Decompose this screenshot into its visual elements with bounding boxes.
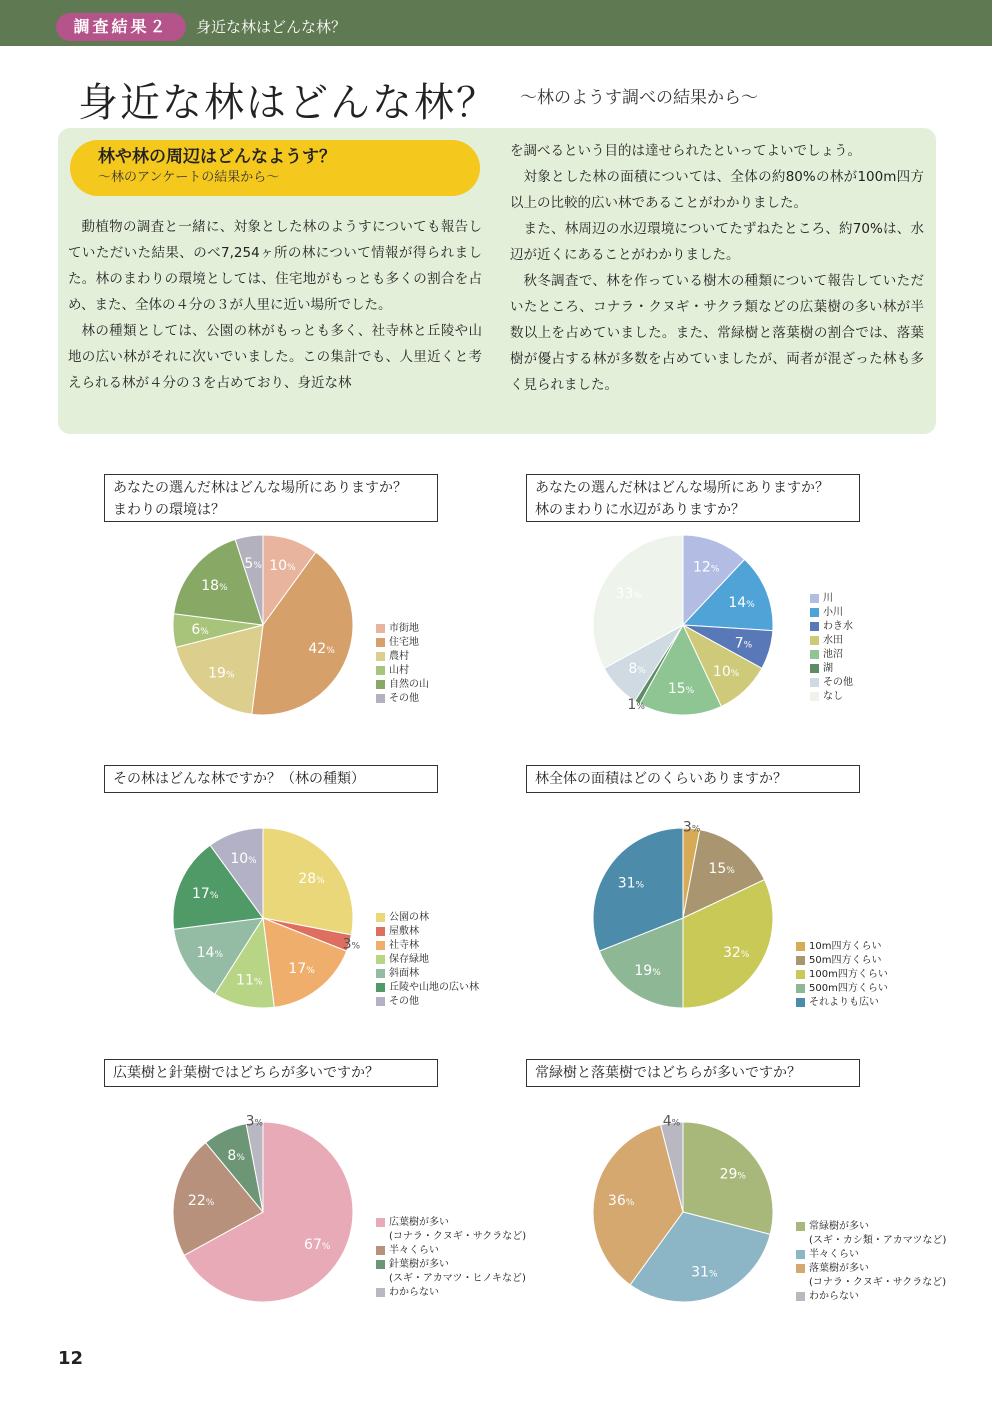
legend-item — [796, 1262, 946, 1290]
legend-item — [376, 1258, 526, 1286]
legend-swatch — [376, 997, 385, 1006]
pie-value-label: 67% — [304, 1237, 331, 1254]
pie-value-label: 33% — [615, 585, 642, 602]
legend-label: 常緑樹が多い (スギ・カシ類・アカマツなど) — [809, 1221, 947, 1246]
chart-legend — [796, 1220, 946, 1304]
legend-item — [796, 1220, 946, 1248]
legend-item — [376, 622, 429, 636]
pie-value-label: 31% — [691, 1264, 718, 1281]
legend-item — [810, 606, 853, 620]
legend-label: 池沼 — [823, 649, 843, 660]
pie-value-label: 12% — [692, 559, 720, 576]
legend-label: 針葉樹が多い (スギ・アカマツ・ヒノキなど) — [389, 1259, 526, 1284]
legend-item — [796, 954, 888, 968]
legend-label: 100m四方くらい — [809, 969, 888, 980]
legend-swatch — [796, 1292, 805, 1301]
legend-label: 水田 — [823, 635, 843, 646]
legend-item — [810, 592, 853, 606]
legend-label: 山村 — [389, 665, 409, 676]
pie-value-label: 17% — [288, 960, 315, 977]
pie-value-label: 17% — [191, 885, 219, 902]
legend-item — [810, 634, 853, 648]
legend-swatch — [376, 1218, 385, 1227]
legend-label: 500m四方くらい — [809, 983, 888, 994]
pie-value-label: 5% — [244, 555, 262, 572]
legend-item — [796, 996, 888, 1010]
chart-legend — [810, 592, 853, 704]
pie-value-label: 32% — [722, 944, 750, 961]
header-title: 身近な林はどんな林？ — [196, 18, 347, 36]
legend-swatch — [376, 694, 385, 703]
legend-label: 小川 — [823, 607, 843, 618]
paragraph: 動植物の調査と一緒に、対象とした林のようすについても報告していただいた結果、のべ7,254ヶ所の林について情報が得られました。林のまわりの環境としては、住宅地がもっとも多くの割合を占め、また、全体の４分の３が人里に近い場所でした。 — [68, 219, 482, 313]
paragraph: 秋冬調査で、林を作っている樹木の種類について報告していただいたところ、コナラ・クヌギ・サクラ類などの広葉樹の多い林が半数以上を占めていました。また、常緑樹と落葉樹の割合では、落葉樹が優占する林が多数を占めていましたが、両者が混ざった林も多く見られました。 — [510, 273, 924, 393]
legend-swatch — [810, 650, 819, 659]
legend-swatch — [810, 678, 819, 687]
legend-swatch — [796, 1264, 805, 1273]
pie-chart — [167, 529, 359, 721]
legend-label: 農村 — [389, 651, 409, 662]
paragraph: 対象とした林の面積については、全体の約80%の林が100m四方以上の比較的広い林であることがわかりました。 — [510, 169, 924, 211]
legend-swatch — [810, 636, 819, 645]
pie-value-label: 29% — [719, 1166, 746, 1183]
legend-swatch — [796, 998, 805, 1007]
pie-chart — [587, 529, 779, 721]
legend-item — [376, 1244, 526, 1258]
legend-label: 落葉樹が多い (コナラ・クヌギ・サクラなど) — [809, 1263, 947, 1288]
legend-label: 斜面林 — [389, 968, 419, 979]
chart-question: あなたの選んだ林はどんな場所にありますか？ 林のまわりに水辺がありますか？ — [526, 474, 860, 522]
pie-value-label: 8% — [227, 1147, 245, 1164]
legend-swatch — [376, 913, 385, 922]
legend-swatch — [376, 941, 385, 950]
legend-label: 保存緑地 — [389, 954, 429, 965]
legend-swatch — [376, 1260, 385, 1269]
pie-value-label: 10% — [712, 663, 740, 680]
summary-column-left — [68, 214, 482, 396]
legend-swatch — [810, 622, 819, 631]
chart-legend — [376, 911, 479, 1009]
summary-column-right — [510, 138, 924, 398]
legend-item — [810, 620, 853, 634]
legend-item — [810, 676, 853, 690]
legend-label: その他 — [823, 677, 853, 688]
section-badge: 調査結果２ — [56, 13, 186, 41]
paragraph: 林の種類としては、公園の林がもっとも多く、社寺林と丘陵や山地の広い林がそれに次いでいました。この集計でも、人里近くと考えられる林が４分の３を占めており、身近な林 — [68, 323, 482, 391]
pie-value-label: 18% — [201, 577, 228, 594]
legend-swatch — [376, 969, 385, 978]
legend-swatch — [810, 608, 819, 617]
legend-label: 10m四方くらい — [809, 941, 882, 952]
legend-swatch — [810, 664, 819, 673]
legend-item — [376, 967, 479, 981]
pie-value-label: 7% — [734, 635, 753, 652]
legend-label: 広葉樹が多い (コナラ・クヌギ・サクラなど) — [389, 1217, 527, 1242]
legend-swatch — [376, 680, 385, 689]
pie-value-label: 15% — [667, 680, 695, 697]
legend-swatch — [810, 594, 819, 603]
legend-item — [376, 953, 479, 967]
legend-item — [796, 940, 888, 954]
chart-legend — [796, 940, 888, 1010]
legend-label: 市街地 — [389, 623, 419, 634]
pie-value-label: 8% — [628, 661, 646, 678]
legend-item — [376, 1216, 526, 1244]
chart-question: あなたの選んだ林はどんな場所にありますか？ まわりの環境は？ — [104, 474, 438, 522]
legend-item — [810, 662, 853, 676]
pie-value-label: 3% — [342, 936, 361, 953]
legend-label: わからない — [809, 1291, 859, 1302]
chart-question: 林全体の面積はどのくらいありますか？ — [526, 765, 860, 793]
legend-label: わき水 — [823, 621, 853, 632]
legend-swatch — [376, 624, 385, 633]
legend-label: わからない — [389, 1287, 439, 1298]
legend-swatch — [376, 1246, 385, 1255]
chart-question: 常緑樹と落葉樹ではどちらが多いですか？ — [526, 1059, 860, 1087]
pie-value-label: 4% — [662, 1113, 681, 1130]
top-bar — [0, 0, 992, 46]
legend-swatch — [376, 983, 385, 992]
legend-label: 丘陵や山地の広い林 — [389, 982, 479, 993]
pie-value-label: 31% — [617, 875, 645, 892]
pie-value-label: 14% — [196, 944, 224, 961]
pie-value-label: 28% — [298, 870, 325, 887]
legend-label: 自然の山 — [389, 679, 429, 690]
legend-item — [376, 925, 479, 939]
pie-value-label: 22% — [187, 1193, 215, 1210]
chart-question: 広葉樹と針葉樹ではどちらが多いですか？ — [104, 1059, 438, 1087]
pie-chart — [587, 819, 779, 1014]
pie-value-label: 15% — [708, 861, 735, 878]
legend-label: 屋敷林 — [389, 926, 419, 937]
legend-item — [376, 911, 479, 925]
summary-heading: 林や林の周辺はどんなようす？ — [98, 147, 336, 167]
legend-item — [810, 690, 853, 704]
legend-label: 半々くらい — [809, 1249, 859, 1260]
legend-item — [796, 968, 888, 982]
legend-label: 社寺林 — [389, 940, 419, 951]
pie-value-label: 3% — [245, 1113, 264, 1130]
legend-item — [376, 939, 479, 953]
summary-subheading: ～林のアンケートの結果から～ — [98, 170, 280, 185]
legend-swatch — [376, 1288, 385, 1297]
chart-legend — [376, 1216, 526, 1300]
legend-swatch — [796, 1222, 805, 1231]
legend-item — [376, 995, 479, 1009]
legend-swatch — [376, 638, 385, 647]
page-title: 身近な林はどんな林？ — [78, 80, 498, 126]
legend-swatch — [376, 955, 385, 964]
pie-value-label: 36% — [607, 1193, 635, 1210]
pie-value-label: 42% — [308, 641, 335, 658]
pie-value-label: 6% — [191, 621, 209, 638]
legend-label: 湖 — [823, 663, 833, 674]
legend-swatch — [376, 927, 385, 936]
pie-value-label: 19% — [208, 665, 235, 682]
legend-item — [796, 1290, 946, 1304]
legend-label: その他 — [389, 996, 419, 1007]
legend-swatch — [796, 984, 805, 993]
legend-swatch — [796, 970, 805, 979]
legend-label: それよりも広い — [809, 997, 879, 1008]
pie-chart — [167, 822, 359, 1014]
legend-swatch — [376, 666, 385, 675]
legend-swatch — [796, 1250, 805, 1259]
pie-chart — [167, 1113, 359, 1308]
pie-value-label: 14% — [728, 594, 755, 611]
legend-item — [810, 648, 853, 662]
legend-swatch — [376, 652, 385, 661]
legend-label: 公園の林 — [389, 912, 429, 923]
legend-item — [796, 982, 888, 996]
paragraph: を調べるという目的は達せられたといってよいでしょう。 — [510, 143, 861, 159]
legend-swatch — [796, 942, 805, 951]
legend-label: 50m四方くらい — [809, 955, 882, 966]
pie-value-label: 1% — [627, 697, 645, 714]
pie-value-label: 3% — [682, 819, 701, 836]
legend-item — [376, 636, 429, 650]
legend-item — [376, 650, 429, 664]
page-number: 12 — [58, 1348, 84, 1369]
pie-chart — [587, 1113, 779, 1308]
legend-swatch — [796, 956, 805, 965]
pie-value-label: 10% — [269, 558, 296, 575]
pie-value-label: 10% — [230, 851, 257, 868]
chart-legend — [376, 622, 429, 706]
page-subtitle: ～林のようす調べの結果から～ — [520, 88, 758, 108]
legend-label: その他 — [389, 693, 419, 704]
legend-item — [376, 678, 429, 692]
legend-label: 川 — [823, 593, 833, 604]
legend-item — [376, 664, 429, 678]
legend-swatch — [810, 692, 819, 701]
legend-label: 半々くらい — [389, 1245, 439, 1256]
legend-label: なし — [823, 691, 843, 702]
chart-question: その林はどんな林ですか？（林の種類） — [104, 765, 438, 793]
legend-item — [376, 692, 429, 706]
legend-item — [376, 1286, 526, 1300]
pie-value-label: 11% — [236, 972, 263, 989]
legend-label: 住宅地 — [389, 637, 419, 648]
legend-item — [376, 981, 479, 995]
pie-value-label: 19% — [634, 963, 661, 980]
paragraph: また、林周辺の水辺環境についてたずねたところ、約70%は、水辺が近くにあることがわかりました。 — [510, 221, 924, 263]
legend-item — [796, 1248, 946, 1262]
